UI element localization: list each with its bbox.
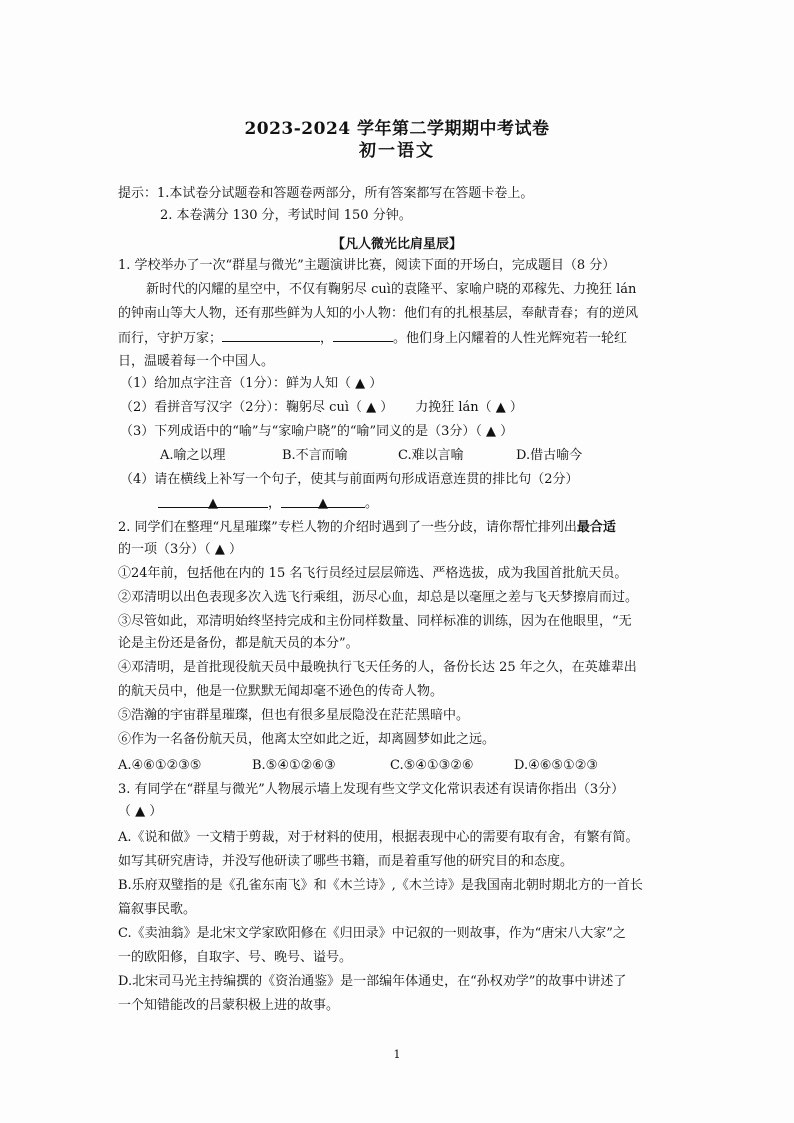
q2-item-2: ②邓清明以出色表现多次入选飞行乘组，沥尽心血，却总是以毫厘之差与飞天梦擦肩而过。: [118, 590, 639, 605]
q1-sub-4-blank-2[interactable]: [281, 494, 365, 511]
exam-title: 2023-2024 学年第二学期期中考试卷: [244, 119, 550, 139]
tip-line-2: 2. 本卷满分 130 分，考试时间 150 分钟。: [160, 208, 412, 223]
q2-item-6: ⑥作为一名备份航天员，他离太空如此之近，却离圆梦如此之远。: [118, 732, 496, 747]
q2-opt-c[interactable]: C.⑤④①③②⑥: [390, 758, 474, 773]
q1-sub-3: （3）下列成语中的“喻”与“家喻户晓”的“喻”同义的是（3分）（ ▲ ）: [120, 424, 514, 439]
q3-stem: 3. 有同学在“群星与微光”人物展示墙上发现有些文学文化常识表述有误请你指出（3分）: [118, 782, 625, 797]
q1-passage-text-a: 而行，守护万家；: [118, 331, 223, 346]
q2-opt-d[interactable]: D.④⑥⑤①②③: [514, 758, 599, 773]
q3-mark: （ ▲ ）: [118, 804, 163, 819]
q3-opt-a-line-1: A.《说和做》一文精于剪裁，对于材料的使用，根据表现中心的需要有取有舍，有繁有简。: [118, 830, 639, 845]
q3-opt-d-line-1: D.北宋司马光主持编撰的《资治通鉴》是一部编年体通史，在“孙权劝学”的故事中讲述了: [118, 974, 627, 989]
q1-sub-4-comma: ，: [268, 496, 282, 511]
q1-sub-1: （1）给加点字注音（1分）：鲜为人知（ ▲ ）: [120, 376, 383, 391]
tip-line-1: 提示：1.本试卷分试题卷和答题卷两部分，所有答案都写在答题卡卷上。: [118, 186, 534, 201]
q2-item-4: ④邓清明，是首批现役航天员中最晚执行飞天任务的人，备份长达 25 年之久，在英雄辈出: [118, 660, 637, 675]
q2-item-5: ⑤浩瀚的宇宙群星璀璨，但也有很多星辰隐没在茫茫黑暗中。: [118, 708, 470, 723]
q2-stem-line-2: 的一项（3分）（ ▲ ）: [118, 542, 243, 557]
q3-opt-b-line-1: B.乐府双璧指的是《孔雀东南飞》和《木兰诗》,《木兰诗》是我国南北朝时期北方的一首长: [118, 878, 643, 893]
q1-opt-d[interactable]: D.借古喻今: [516, 448, 583, 463]
page-number: 1: [393, 1048, 401, 1061]
q2-item-3-cont: 论是主份还是备份，都是航天员的本分”。: [118, 636, 359, 651]
q1-passage-line-1: 新时代的闪耀的星空中，不仅有鞠躬尽 cuì的袁隆平、家喻户晓的邓稼先、力挽狂 lán: [146, 282, 637, 297]
q2-stem-bold: 最合适: [576, 520, 616, 535]
q2-item-1: ①24年前，包括他在内的 15 名飞行员经过层层筛选、严格选拔，成为我国首批航天员。: [118, 566, 628, 581]
q2-options: [118, 756, 678, 776]
q1-sub-4: （4）请在横线上补写一个句子，使其与前面两句形成语意连贯的排比句（2分）: [120, 472, 579, 487]
q3-opt-c-line-2: 一的欧阳修，自取字、号、晚号、谥号。: [118, 950, 353, 965]
q3-opt-d-line-2: 一个知错能改的吕蒙积极上进的故事。: [118, 998, 340, 1013]
q1-stem: 1. 学校举办了一次“群星与微光”主题演讲比赛，阅读下面的开场白，完成题目（8 分）: [118, 258, 616, 273]
q1-passage-line-3: [118, 328, 678, 349]
exam-subtitle: 初一语文: [359, 141, 435, 161]
q3-opt-b-line-2: 篇叙事民歌。: [118, 902, 197, 917]
q1-sub-4-blanks: [158, 494, 718, 514]
q1-opt-c[interactable]: C.难以言喻: [398, 448, 464, 463]
q1-sub-4-mark-1: ▲: [208, 496, 218, 511]
q2-stem-a: 2. 同学们在整理“凡星璀璨”专栏人物的介绍时遇到了一些分歧，请你帮忙排列出: [118, 520, 577, 535]
q1-passage-line-2: 的钟南山等大人物，还有那些鲜为人知的小人物：他们有的扎根基层，奉献青春；有的逆风: [118, 306, 639, 321]
q1-opt-a[interactable]: A.喻之以理: [160, 448, 226, 463]
q1-sub-3-options: [160, 446, 720, 466]
q2-opt-b[interactable]: B.⑤④①②⑥③: [252, 758, 336, 773]
q3-opt-a-line-2: 如写其研究唐诗，并没写他研读了哪些书籍，而是着重写他的研究目的和态度。: [118, 854, 574, 869]
q1-sub-4-blank-1[interactable]: [158, 494, 268, 511]
q2-opt-a[interactable]: A.④⑥①②③⑤: [118, 758, 202, 773]
q1-opt-b[interactable]: B.不言而喻: [282, 448, 348, 463]
q1-sub-4-mark-2: ▲: [318, 496, 329, 511]
q1-passage-text-c: 。他们身上闪耀着的人性光辉宛若一轮红: [393, 331, 628, 346]
q1-sub-2-b: 力挽狂 lán（ ▲ ）: [415, 400, 523, 415]
q1-sub-4-end: 。: [365, 496, 379, 511]
q1-passage-line-4: 日，温暖着每一个中国人。: [118, 354, 275, 369]
q2-item-4-cont: 的航天员中，他是一位默默无闻却毫不逊色的传奇人物。: [118, 684, 444, 699]
q1-sub-2-a: （2）看拼音写汉字（2分）：鞠躬尽 cuì（ ▲ ）: [120, 400, 394, 415]
q3-opt-c-line-1: C.《卖油翁》是北宋文学家欧阳修在《归田录》中记叙的一则故事，作为“唐宋八大家”之: [118, 926, 626, 941]
q2-item-3: ③尽管如此，邓清明始终坚持完成和主份同样数量、同样标准的训练，因为在他眼里，“无: [118, 614, 632, 629]
q2-stem-line-1: [118, 518, 678, 538]
section-title: 【凡人微光比肩星辰】: [331, 237, 462, 252]
q1-sub-2: [120, 398, 680, 418]
q1-blank-1[interactable]: [222, 328, 320, 342]
q1-blank-2[interactable]: [333, 328, 393, 342]
q1-passage-text-b: ，: [320, 331, 334, 346]
